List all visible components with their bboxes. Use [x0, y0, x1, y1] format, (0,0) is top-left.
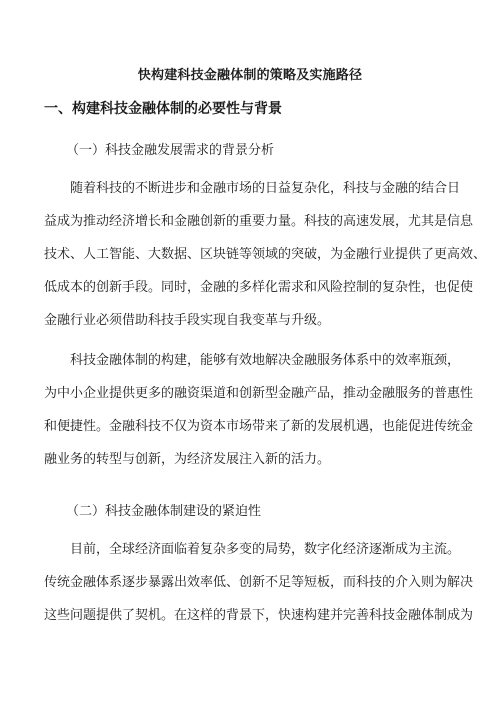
section-heading-1: 一、构建科技金融体制的必要性与背景 — [44, 101, 282, 117]
paragraph-3 — [44, 533, 474, 632]
paragraph-line: 科技金融体制的构建，能够有效地解决金融服务体系中的效率瓶颈， — [70, 353, 461, 368]
paragraph-line: 益成为推动经济增长和金融创新的重要力量。科技的高速发展，尤其是信息 — [44, 214, 474, 229]
paragraph-1 — [44, 172, 487, 337]
paragraph-line: 传统金融体系逐步暴露出效率低、创新不足等短板，而科技的介入则为解决 — [44, 575, 474, 590]
paragraph-line: 目前，全球经济面临着复杂多变的局势，数字化经济逐渐成为主流。 — [70, 542, 461, 557]
paragraph-line: 技术、人工智能、大数据、区块链等领域的突破，为金融行业提供了更高效、 — [44, 247, 487, 262]
paragraph-line: 随着科技的不断进步和金融市场的日益复杂化，科技与金融的结合日 — [70, 181, 461, 196]
paragraph-line: 融业务的转型与创新，为经济发展注入新的活力。 — [44, 452, 331, 467]
paragraph-line: 和便捷性。金融科技不仅为资本市场带来了新的发展机遇，也能促进传统金 — [44, 419, 474, 434]
document-title: 快构建科技金融体制的策略及实施路径 — [137, 68, 363, 83]
paragraph-line: 为中小企业提供更多的融资渠道和创新型金融产品，推动金融服务的普惠性 — [44, 386, 474, 401]
subsection-heading-1: （一）科技金融发展需求的背景分析 — [66, 143, 275, 158]
paragraph-line: 低成本的创新手段。同时，金融的多样化需求和风险控制的复杂性，也促使 — [44, 280, 474, 295]
subsection-heading-2: （二）科技金融体制建设的紧迫性 — [66, 504, 262, 519]
paragraph-line: 金融行业必须借助科技手段实现自我变革与升级。 — [44, 313, 331, 328]
paragraph-2 — [44, 344, 474, 476]
paragraph-line: 这些问题提供了契机。在这样的背景下，快速构建并完善科技金融体制成为 — [44, 608, 474, 623]
